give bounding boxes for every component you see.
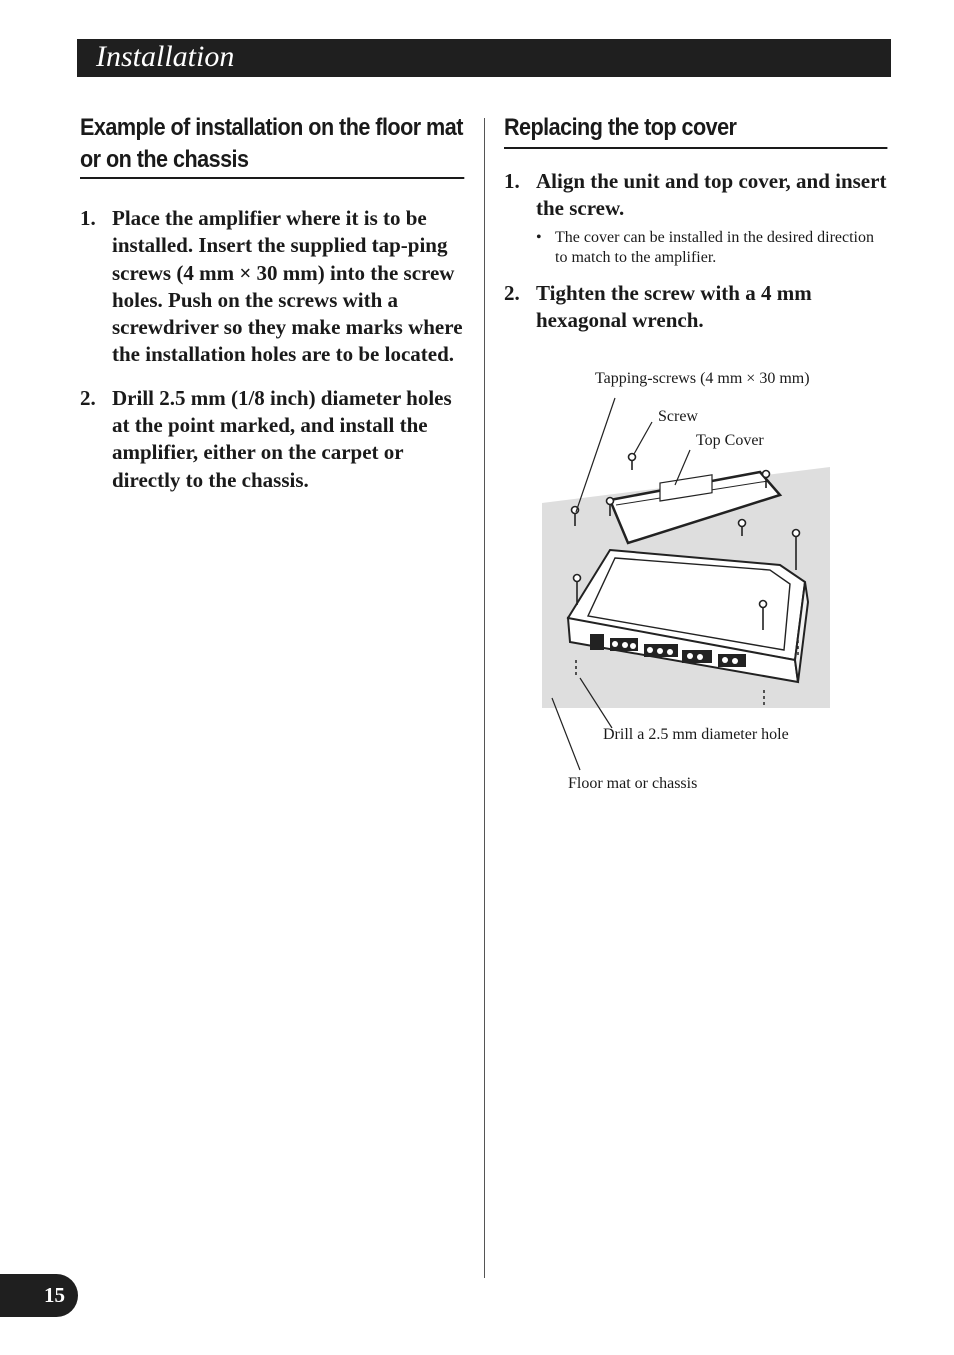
top-cover-step-1: [504, 168, 888, 268]
step-note: [536, 228, 888, 268]
step-number: 1.: [504, 169, 520, 193]
label-screw: Screw: [658, 408, 698, 425]
bullet-icon: •: [536, 228, 542, 246]
floor-mat-step-2: [80, 385, 465, 494]
step-note-text: The cover can be installed in the desired direction to match to the amplifier.: [555, 228, 874, 266]
label-drill-hole: Drill a 2.5 mm diameter hole: [603, 726, 789, 743]
page-number-tab: [0, 1274, 78, 1317]
label-tapping-screws: Tapping-screws (4 mm × 30 mm): [595, 370, 810, 387]
step-text: Place the amplifier where it is to be installed. Insert the supplied tap-ping screws (4 mm × 30 mm) into the screw holes. Push on the screws with a screwdriver so they make marks where the installation holes are to be located.: [112, 206, 463, 367]
step-text: Tighten the screw with a 4 mm hexagonal wrench.: [536, 280, 812, 332]
amplifier-installation-diagram: [540, 360, 840, 800]
label-top-cover: Top Cover: [696, 432, 764, 449]
step-number: 2.: [504, 280, 520, 305]
left-column: [80, 112, 465, 494]
right-column: [504, 112, 888, 334]
section-header-bar: [77, 39, 891, 77]
top-cover-steps: [504, 168, 888, 334]
replacing-top-cover-heading: Replacing the top cover: [504, 112, 888, 149]
step-text: Align the unit and top cover, and insert the screw.: [536, 169, 887, 221]
top-cover-step-2: [504, 280, 888, 335]
floor-mat-steps: [80, 205, 465, 494]
step-number: 1.: [80, 206, 96, 230]
floor-mat-installation-heading: Example of installation on the floor mat or on the chassis: [80, 112, 465, 179]
label-floor-mat: Floor mat or chassis: [568, 775, 698, 792]
column-divider: [484, 118, 485, 1278]
step-number: 2.: [80, 385, 96, 410]
section-title: Installation: [96, 40, 235, 73]
step-text: Drill 2.5 mm (1/8 inch) diameter holes at the point marked, and install the amplifier, either on the carpet or directly to the chassis.: [112, 385, 452, 492]
floor-mat-step-1: [80, 205, 465, 369]
page-number: 15: [44, 1283, 65, 1307]
